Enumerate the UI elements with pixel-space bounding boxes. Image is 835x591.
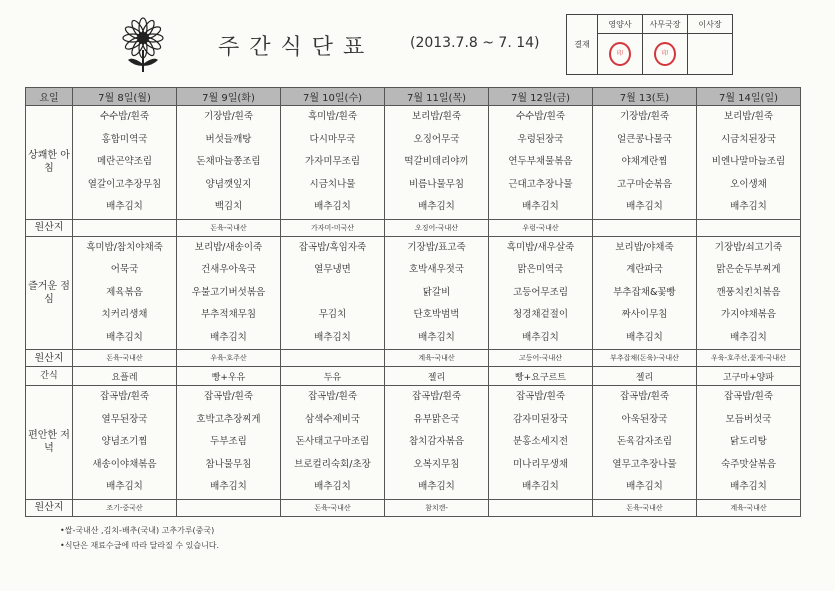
day-header: 7월 12일(금) <box>489 88 593 106</box>
origin-row-breakfast <box>26 219 801 236</box>
origin-label: 원산지 <box>26 350 73 367</box>
origin-row-lunch <box>26 350 801 367</box>
origin-cell: 계육-국내산 <box>385 350 489 367</box>
breakfast-label: 상쾌한 아침 <box>26 106 73 220</box>
menu-cell: 보리밥/야채죽 계란파국 부추잡채&꽃빵 짜사이무침 배추김치 <box>593 236 697 350</box>
approval-header-director: 사무국장 <box>643 15 688 34</box>
approval-label: 결재 <box>567 15 598 75</box>
menu-cell: 기장밥/쇠고기죽 맑은순두부찌게 깬풍치킨치볶음 가지야채볶음 배추김치 <box>697 236 801 350</box>
menu-cell: 잡곡밥/흰죽 유부맑은국 참치감자볶음 오복지무침 배추김치 <box>385 386 489 500</box>
origin-cell: 돈육-국내산 <box>73 350 177 367</box>
menu-cell: 보리밥/흰죽 시금치된장국 비엔나말마늘조림 오이생채 배추김치 <box>697 106 801 220</box>
origin-cell <box>697 219 801 236</box>
menu-cell: 기장밥/흰죽 버섯들깨탕 돈채마늘쫑조림 양념깻잎지 백김치 <box>177 106 281 220</box>
flower-logo-icon <box>108 16 178 76</box>
footnote-origin: •쌀-국내산 ,김치-배추(국내) 고추가루(중국) <box>60 526 215 535</box>
lunch-label: 즐거운 점심 <box>26 236 73 350</box>
signature-chairman <box>688 34 733 75</box>
snack-cell: 빵+우유 <box>177 367 281 386</box>
menu-cell: 잡곡밥/흰죽 호박고추장찌게 두부조림 참나물무침 배추김치 <box>177 386 281 500</box>
origin-cell: 부추잡채(돈육)-국내산 <box>593 350 697 367</box>
dinner-row <box>26 386 801 500</box>
snack-row <box>26 367 801 386</box>
origin-cell: 고등어-국내산 <box>489 350 593 367</box>
menu-cell: 흑미밥/흰죽 다시마무국 가자미무조림 시금치나물 배추김치 <box>281 106 385 220</box>
day-header: 7월 10일(수) <box>281 88 385 106</box>
menu-cell: 잡곡밥/흑임자죽 열무냉면 무김치 배추김치 <box>281 236 385 350</box>
day-header: 7월 8일(월) <box>73 88 177 106</box>
menu-cell: 기장밥/표고죽 호박새우젓국 닭갈비 단호박범벅 배추김치 <box>385 236 489 350</box>
lunch-row <box>26 236 801 350</box>
origin-row-dinner <box>26 499 801 516</box>
menu-cell: 잡곡밥/흰죽 아욱된장국 돈육감자조림 열무고추장나물 배추김치 <box>593 386 697 500</box>
approval-box <box>566 14 733 75</box>
menu-cell: 보리밥/새송이죽 건새우아욱국 우불고기버섯볶음 부추적채무침 배추김치 <box>177 236 281 350</box>
day-header: 7월 14일(일) <box>697 88 801 106</box>
snack-label: 간식 <box>26 367 73 386</box>
origin-cell: 돈육-국내산 <box>177 219 281 236</box>
snack-cell: 두유 <box>281 367 385 386</box>
menu-cell: 흑미밥/참치야채죽 어묵국 제육볶음 치커리생채 배추김치 <box>73 236 177 350</box>
menu-cell: 잡곡밥/흰죽 삼색수제비국 돈사태고구마조림 브로컬리숙회/초장 배추김치 <box>281 386 385 500</box>
origin-cell: 계육-국내산 <box>697 499 801 516</box>
menu-cell: 기장밥/흰죽 얼큰콩나물국 야채계란찜 고구마순볶음 배추김치 <box>593 106 697 220</box>
menu-cell: 흑미밥/새우살죽 맑은미역국 고등어무조림 청경채겉절이 배추김치 <box>489 236 593 350</box>
snack-cell: 요플레 <box>73 367 177 386</box>
snack-cell: 젤리 <box>385 367 489 386</box>
origin-cell: 가자미-미국산 <box>281 219 385 236</box>
snack-cell: 고구마+양파 <box>697 367 801 386</box>
signature-nutritionist <box>598 34 643 75</box>
day-header-row <box>26 88 801 106</box>
snack-cell: 빵+요구르트 <box>489 367 593 386</box>
day-header: 7월 13(토) <box>593 88 697 106</box>
origin-cell: 우렁-국내산 <box>489 219 593 236</box>
origin-cell <box>177 499 281 516</box>
menu-cell: 잡곡밥/흰죽 열무된장국 양념조기찜 새송이야채볶음 배추김치 <box>73 386 177 500</box>
day-header-label: 요일 <box>26 88 73 106</box>
origin-label: 원산지 <box>26 499 73 516</box>
breakfast-row <box>26 106 801 220</box>
origin-cell <box>73 219 177 236</box>
menu-cell: 잡곡밥/흰죽 모듬버섯국 닭도리탕 숙주맛살볶음 배추김치 <box>697 386 801 500</box>
origin-cell: 조기-중국산 <box>73 499 177 516</box>
origin-cell: 오징어-국내산 <box>385 219 489 236</box>
day-header: 7월 11일(목) <box>385 88 489 106</box>
day-header: 7월 9일(화) <box>177 88 281 106</box>
origin-cell <box>593 219 697 236</box>
footnote-change: •식단은 재료수급에 따라 달라질 수 있습니다. <box>60 541 220 550</box>
dinner-label: 편안한 저녁 <box>26 386 73 500</box>
origin-cell <box>281 350 385 367</box>
weekly-menu-table <box>25 87 801 517</box>
seal-stamp-icon: 印 <box>609 42 631 66</box>
approval-header-nutritionist: 영양사 <box>598 15 643 34</box>
seal-stamp-icon: 印 <box>654 42 676 66</box>
menu-cell: 잡곡밥/흰죽 감자미된장국 분홍소세지전 미나리무생채 배추김치 <box>489 386 593 500</box>
origin-cell <box>489 499 593 516</box>
menu-cell: 수수밥/흰죽 홍합미역국 메란곤약조림 열갈이고추장무침 배추김치 <box>73 106 177 220</box>
menu-cell: 보리밥/흰죽 오징어무국 떡갈비데리야끼 비름나물무침 배추김치 <box>385 106 489 220</box>
origin-label: 원산지 <box>26 219 73 236</box>
origin-cell: 우육-호주산,꽃게-국내산 <box>697 350 801 367</box>
date-range: (2013.7.8 ~ 7. 14) <box>410 35 540 51</box>
approval-header-chairman: 이사장 <box>688 15 733 34</box>
signature-director <box>643 34 688 75</box>
origin-cell: 돈육-국내산 <box>281 499 385 516</box>
page-title: 주간식단표 <box>218 35 375 60</box>
footnotes <box>60 523 219 553</box>
origin-cell: 돈육-국내산 <box>593 499 697 516</box>
origin-cell: 참치캔- <box>385 499 489 516</box>
snack-cell: 젤리 <box>593 367 697 386</box>
menu-cell: 수수밥/흰죽 우렁된장국 연두부채물볶음 근대고추장나물 배추김치 <box>489 106 593 220</box>
origin-cell: 우육-호주산 <box>177 350 281 367</box>
